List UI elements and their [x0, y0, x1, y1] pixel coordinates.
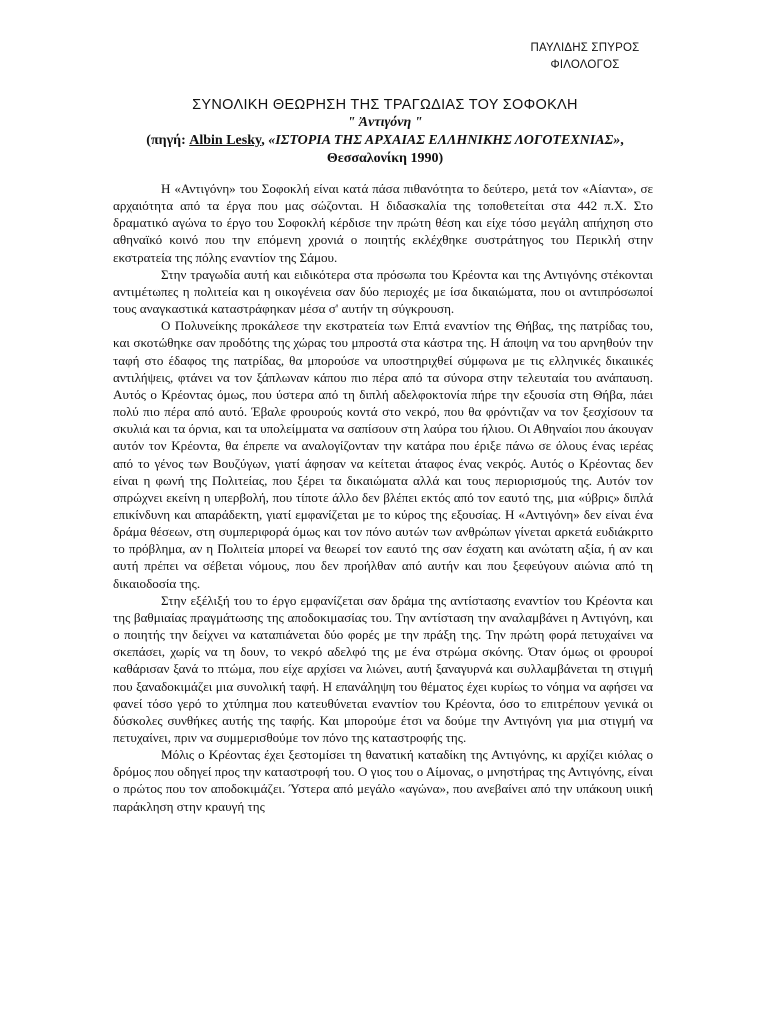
source-prefix: (πηγή: [146, 133, 190, 148]
document-subtitle: " Ἀντιγόνη " [347, 115, 423, 130]
source-author: Albin Lesky [189, 133, 262, 148]
body-text [113, 180, 653, 815]
paragraph: Στην τραγωδία αυτή και ειδικότερα στα πρόσωπα του Κρέοντα και της Αντιγόνης στέκονται αντιμέτωπες η πολιτεία και η οικογένεια σαν δύο περιοχές με ίσα δικαιώματα, που οι αντιπρόσωποί τους αναγκαστικά καταστράφηκαν μέσα σ' αυτήν τη σύγκρουση. [113, 266, 653, 317]
document-title: ΣΥΝΟΛΙΚΗ ΘΕΩΡΗΣΗ ΤΗΣ ΤΡΑΓΩΔΙΑΣ ΤΟΥ ΣΟΦΟΚΛΗ [192, 97, 578, 113]
document-title-block [110, 96, 660, 168]
source-suffix: , [620, 133, 624, 148]
paragraph: Μόλις ο Κρέοντας έχει ξεστομίσει τη θανατική καταδίκη της Αντιγόνης, κι αρχίζει κιόλας ο δρόμος που οδηγεί προς την καταστροφή του. Ο γιος του ο Αίμονας, ο μνηστήρας της Αντιγόνης, είναι ο πρώτος που τον αποδοκιμάζει. Ύστερα από μεγάλο «αγώνα», που ανεβαίνει από την υπάκουη υιική παράκληση στην κραυγή της [113, 747, 653, 814]
author-block [500, 40, 670, 74]
source-separator: , [261, 133, 269, 148]
paragraph: Η «Αντιγόνη» του Σοφοκλή είναι κατά πάσα πιθανότητα το δεύτερο, μετά τον «Αίαντα», σε αρχαιότητα από τα έργα που μας σώζονται. Η διδασκαλία της τοποθετείται στα 442 π.Χ. Στο δραματικό αγώνα το έργο του Σοφοκλή κέρδισε την πρώτη θέση και είχε τόσο μεγάλη απήχηση στο αθηναϊκό κοινό που την επόμενη χρονιά ο ποιητής εκλέχθηκε συστράτηγος του Περικλή στην εκστρατεία της πόλης εναντίον της Σάμου. [113, 181, 653, 265]
source-citation [110, 132, 660, 150]
paragraph: Ο Πολυνείκης προκάλεσε την εκστρατεία των Επτά εναντίον της Θήβας, της πατρίδας του, και σκοτώθηκε σαν προδότης της χώρας του μπροστά στα κάστρα της. Η άποψη να του αρνηθούν την ταφή στο έδαφος της πατρίδας, θα μπορούσε να υποστηριχθεί σύμφωνα με τις ελληνικές δικαιικές αντιλήψεις, φτάνει να τον ξάπλωναν κάπου πιο πέρα από τα σύνορα στην τελευταία του ανάπαυση. Αυτός ο Κρέοντας όμως, που ύστερα από τη διπλή αδελφοκτονία πήρε την εξουσία στη Θήβα, πάει πολύ πιο πέρα από αυτό. Έβαλε φρουρούς κοντά στο νεκρό, που θα φρόντιζαν να τον ξεσχίσουν τα σκυλιά και τα όρνια, και τα υπολείμματα να σαπίσουν στη λαύρα του ήλιου. Οι Αθηναίοι που άκουγαν αυτόν τον Κρέοντα, θα έπρεπε να αναλογίζονταν την κατάρα που έριξε πάνω σε όλους ένας ιερέας από το γένος των Βουζύγων, γιατί άφησαν να κείτεται άταφος ένας νεκρός. Αυτός ο Κρέοντας δεν είναι η φωνή της Πολιτείας, που ξέρει τα δικαιώματα αλλά και τους περιορισμούς της. Αυτόν τον σπρώχνει εκείνη η υπερβολή, που τίποτε άλλο δεν βλέπει εκτός από τον εαυτό της, μια «ύβρις» διπλά επικίνδυνη και απαράδεκτη, γιατί εμφανίζεται με το κύρος της εξουσίας. Η «Αντιγόνη» δεν είναι ένα δράμα θέσεων, στη συμπεριφορά όμως και τον πόνο αυτών των ανθρώπων γίνεται αρκετά ευδιάκριτο το πρόβλημα, αν η Πολιτεία μπορεί να θεωρεί τον εαυτό της σαν έσχατη και ανώτατη αξία, ή αν και αυτή πρέπει να σέβεται νόμους, που δεν προήλθαν από αυτήν και που ξεφεύγουν αιώνια από τη δικαιοδοσία της. [113, 318, 653, 591]
author-title: ΦΙΛΟΛΟΓΟΣ [550, 59, 620, 71]
author-name: ΠΑΥΛΙΔΗΣ ΣΠΥΡΟΣ [530, 42, 640, 54]
source-work: «ΙΣΤΟΡΙΑ ΤΗΣ ΑΡΧΑΙΑΣ ΕΛΛΗΝΙΚΗΣ ΛΟΓΟΤΕΧΝΙΑΣ» [268, 133, 621, 148]
source-city: Θεσσαλονίκη 1990) [326, 151, 444, 166]
paragraph: Στην εξέλιξή του το έργο εμφανίζεται σαν δράμα της αντίστασης εναντίον του Κρέοντα και της βαθμιαίας πραγμάτωσης της αποδοκιμασίας του. Την αντίσταση την αναλαμβάνει η Αντιγόνη, και ο ποιητής την δείχνει να καταπιάνεται δύο φορές με την πράξη της. Την πρώτη φορά πετυχαίνει να σκεπάσει, χωρίς να τη δουν, το νεκρό αδελφό της με ένα στρώμα σκόνης. Όταν όμως οι φρουροί καθάρισαν ξανά το πτώμα, που είχε αρχίσει να λιώνει, αυτή ξαναγυρνά και συλλαμβάνεται τη στιγμή που ξαναδοκιμάζει μια συνολική ταφή. Η επανάληψη του θέματος έχει κυρίως το νόημα να αφήσει να φανεί τόσο γερό το χτύπημα που κατευθύνεται εναντίον του Κρέοντα, όσο το επιτρέπουν γενικά οι δύσκολες συνθήκες αυτής της ταφής. Και μπορούμε έτσι να δούμε την Αντιγόνη για μια στιγμή να πετυχαίνει, πριν να συμμερισθούμε τον πόνο της καταστροφής της. [113, 592, 653, 745]
